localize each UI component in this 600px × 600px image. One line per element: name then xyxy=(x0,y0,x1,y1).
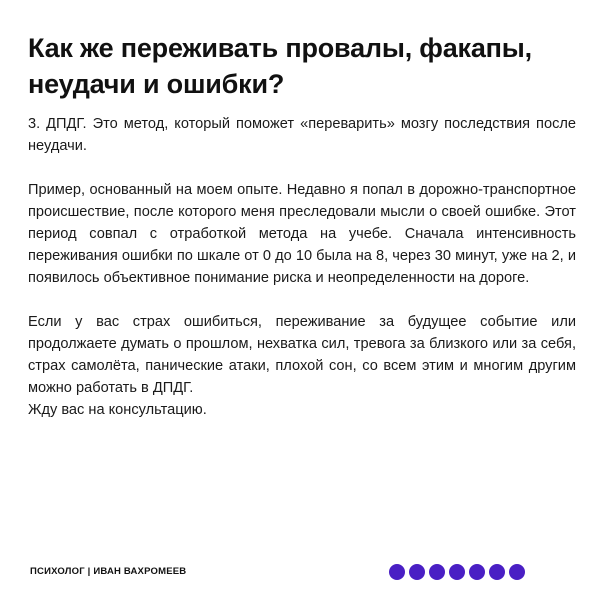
pagination-dot xyxy=(429,564,445,580)
article-body xyxy=(28,113,576,421)
paragraph-example: Пример, основанный на моем опыте. Недавно я попал в дорожно-транспортное происшествие, после которого меня преследовали мысли о своей ошибке. Этот период совпал с отработкой метода на учебе. Сначала интенсивность переживания ошибки по шкале от 0 до 10 была на 8, через 30 минут, уже на 2, и появилось объективное понимание риска и неопределенности на дороге. xyxy=(28,182,576,286)
pagination-dot xyxy=(489,564,505,580)
page-title: Как же переживать провалы, факапы, неудачи и ошибки? xyxy=(28,33,532,99)
paragraph-closing: Жду вас на консультацию. xyxy=(28,402,207,418)
paragraph-spacer xyxy=(28,157,576,179)
pagination-dots xyxy=(389,564,525,580)
author-signature: ПСИХОЛОГ | ИВАН ВАХРОМЕЕВ xyxy=(30,566,187,577)
pagination-dot xyxy=(509,564,525,580)
pagination-dot xyxy=(409,564,425,580)
paragraph-spacer xyxy=(28,289,576,311)
paragraph-invitation: Если у вас страх ошибиться, переживание за будущее событие или продолжаете думать о прошлом, нехватка сил, тревога за близкого или за себя, страх самолёта, панические атаки, плохой сон, со всем этим и многим другим можно работать в ДПДГ. xyxy=(28,314,576,396)
pagination-dot xyxy=(449,564,465,580)
paragraph-method: 3. ДПДГ. Это метод, который поможет «переварить» мозгу последствия после неудачи. xyxy=(28,116,576,154)
pagination-dot xyxy=(389,564,405,580)
pagination-dot xyxy=(469,564,485,580)
